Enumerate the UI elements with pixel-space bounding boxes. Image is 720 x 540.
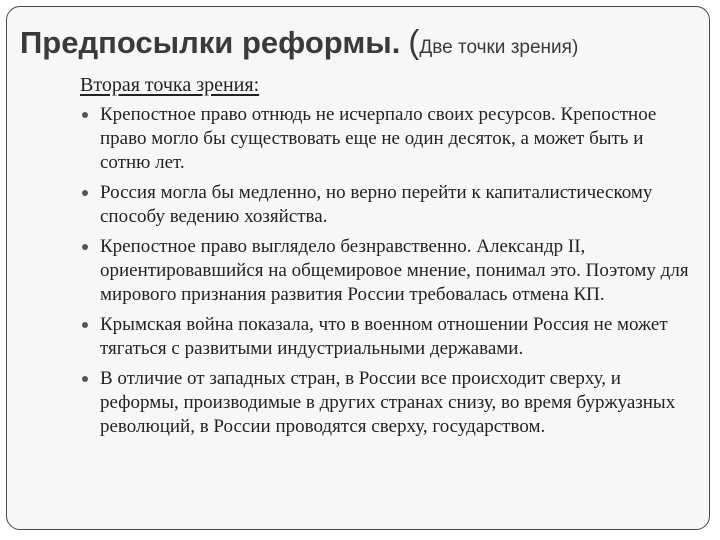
bullet-dot-icon [82, 190, 88, 196]
bullet-text: Крымская война показала, что в военном отношении Россия не может тягаться с развитыми индустриальными державами. [100, 314, 668, 359]
title-main-text: Предпосылки реформы. [20, 25, 401, 60]
bullet-text: В отличие от западных стран, в России все происходит сверху, и реформы, производимые в других странах снизу, во время буржуазных революций, в России проводятся сверху, государством. [100, 368, 676, 437]
bullet-list [84, 103, 694, 445]
slide-title [20, 20, 578, 70]
bullet-item [84, 181, 694, 229]
bullet-text: Крепостное право выглядело безнравственно. Александр II, ориентировавшийся на общемировое мнение, понимал это. Поэтому для мирового признания развития России требовалась отмена КП. [100, 236, 689, 305]
bullet-text: Крепостное право отнюдь не исчерпало своих ресурсов. Крепостное право могло бы существовать еще не один десяток, а может быть и сотню лет. [100, 104, 657, 173]
bullet-dot-icon [82, 112, 88, 118]
title-subtitle-text: Две точки зрения [419, 37, 572, 58]
title-close-paren: ) [571, 37, 579, 58]
bullet-dot-icon [82, 322, 88, 328]
viewpoint-heading: Вторая точка зрения: [80, 74, 260, 96]
bullet-text: Россия могла бы медленно, но верно перейти к капиталистическому способу ведению хозяйства. [100, 182, 653, 227]
bullet-item [84, 103, 694, 175]
bullet-item [84, 367, 694, 439]
bullet-item [84, 313, 694, 361]
title-open-paren: ( [408, 23, 420, 60]
bullet-dot-icon [82, 376, 88, 382]
bullet-dot-icon [82, 244, 88, 250]
bullet-item [84, 235, 694, 307]
